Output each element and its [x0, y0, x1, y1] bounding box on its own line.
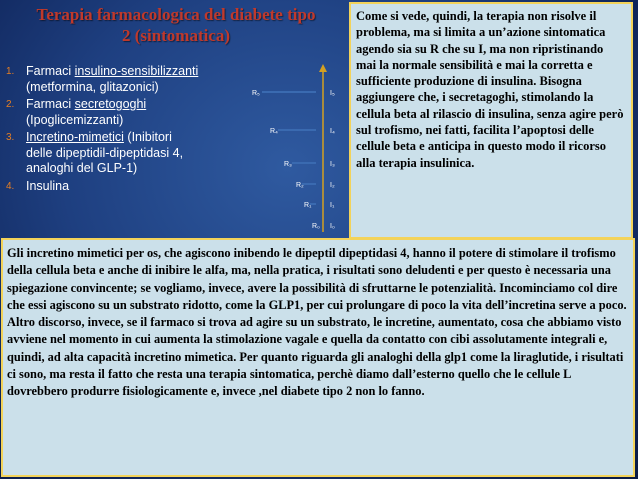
list-text-line2: delle dipeptidil-dipeptidasi 4, [26, 145, 184, 160]
title-line-2: 2 (sintomatica) [121, 26, 231, 45]
list-text-line2: (Ipoglicemizzanti) [26, 112, 124, 127]
list-item [6, 179, 256, 195]
ri-diagram [248, 62, 348, 242]
list-number: 2. [6, 99, 15, 110]
list-text-line2: (metformina, glitazonici) [26, 79, 159, 94]
list-text-pre: Farmaci [26, 97, 75, 111]
list-text-underlined: Incretino-mimetici [26, 130, 124, 144]
explanation-text: Gli incretino mimetici per os, che agiscono inibendo le dipeptil dipeptidasi 4, hanno il potere di stimolare il trofismo della cellula beta e anche di inibire le alfa, ma, nella pratica, i risultati sono deludenti e per questo è necessaria una spiegazione convincente; se vogliamo, invece, avere la possibilità di sfruttarne le potenzialità. Incominciamo col dire che essi agiscono su un substrato ridotto, come la GLP1, per cui prolungare di poco la vita dell’incretina serve a poco. Altro discorso, invece, se il farmaco si trova ad agire su un substrato, le incretine, aumentato, cosa che abbiamo visto avviene nel momento in cui aumenta la stimolazione vagale e quella da contatto con cibi assolutamente integrali e, quindi, ad alta capacità incretino mimetica. Per quanto riguarda gli analoghi della glp1 come la liraglutide, i risultati ci sono, ma resta il fatto che resta una terapia sintomatica, perchè diamo dall’esterno quello che le cellule L dovrebbero produrre fisiologicamente e, invece ,nel diabete tipo 2 non lo fanno. [7, 246, 627, 399]
list-text-underlined: secretogoghi [74, 97, 147, 111]
list-text-line3: analoghi del GLP-1) [26, 161, 138, 175]
r-label: R₀ [312, 223, 320, 230]
arrow-up-icon [319, 64, 327, 72]
list-item [6, 64, 256, 95]
callout-text: Come si vede, quindi, la terapia non risolve il problema, ma si limita a un’azione sintomatica agendo sia su R che su I, ma non ripristinando mai la normale sensibilità e mai la corretta e sufficiente produzione di insulina. Bisogna aggiungere che, i secretagoghi, stimolando la cellula beta al rilascio di insulina, senza agire però sul trofismo, nei fatti, facilita l’apoptosi delle cellule beta e anticipa in questo modo il ricorso alla terapia insulinica. [356, 9, 624, 170]
list-number: 3. [6, 132, 15, 143]
i-label: I₃ [330, 161, 335, 168]
i-label: I₁ [330, 202, 335, 209]
list-number: 1. [6, 66, 15, 77]
explanation-box [1, 238, 635, 477]
i-label: I₀ [330, 223, 335, 230]
list-text-underlined: insulino-sensibilizzanti [74, 64, 199, 78]
r-label: R₂ [296, 182, 304, 189]
list-number: 4. [6, 180, 15, 192]
r-label: R₅ [252, 90, 260, 97]
title-line-1: Terapia farmacologica del diabete tipo [36, 5, 316, 24]
list-item [6, 130, 256, 177]
list-text-pre: Insulina [26, 178, 70, 193]
r-label: R₁ [304, 202, 312, 209]
list-text-post: (Inibitori [123, 130, 172, 144]
r-label: R₄ [270, 128, 278, 135]
i-label: I₂ [330, 182, 335, 189]
i-label: I₄ [330, 128, 335, 135]
drug-list [6, 64, 256, 196]
slide-title [0, 4, 352, 46]
r-label: R₃ [284, 161, 292, 168]
callout-box [349, 2, 633, 239]
i-label: I₅ [330, 90, 335, 97]
list-text-pre: Farmaci [26, 64, 75, 78]
list-item [6, 97, 256, 128]
